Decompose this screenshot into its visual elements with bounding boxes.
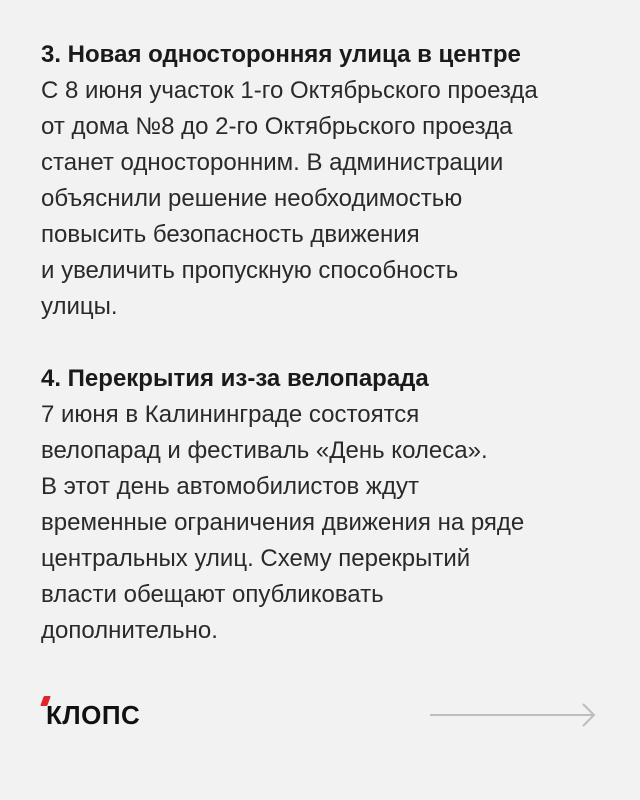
news-item-4 <box>41 361 611 649</box>
news-item-3 <box>41 37 611 325</box>
news-item-text-line: дополнительно. <box>41 617 218 644</box>
news-item-text-line: временные ограничения движения на ряде <box>41 509 525 536</box>
news-item-heading: 4. Перекрытия из-за велопарада <box>41 365 429 392</box>
article-content <box>41 37 611 649</box>
logo-text: КЛОПС <box>46 700 141 730</box>
news-item-text-line: от дома №8 до 2-го Октябрьского проезда <box>41 113 513 140</box>
news-item-text-line: велопарад и фестиваль «День колеса». <box>41 437 488 464</box>
news-item-text-line: станет односторонним. В администрации <box>41 149 504 176</box>
news-item-text-line: власти обещают опубликовать <box>41 581 384 608</box>
news-item-text-line: улицы. <box>41 293 118 320</box>
news-item-text-line: С 8 июня участок 1-го Октябрьского проезда <box>41 77 538 104</box>
news-item-text-line: центральных улиц. Схему перекрытий <box>41 545 471 572</box>
news-item-text-line: 7 июня в Калининграде состоятся <box>41 401 420 428</box>
footer <box>0 690 640 740</box>
arrow-right-icon[interactable] <box>430 702 598 728</box>
news-item-heading: 3. Новая односторонняя улица в центре <box>41 41 521 68</box>
news-item-text-line: и увеличить пропускную способность <box>41 257 459 284</box>
klops-logo <box>46 700 140 730</box>
news-item-text-line: В этот день автомобилистов ждут <box>41 473 419 500</box>
news-item-text-line: объяснили решение необходимостью <box>41 185 463 212</box>
news-item-text-line: повысить безопасность движения <box>41 221 420 248</box>
